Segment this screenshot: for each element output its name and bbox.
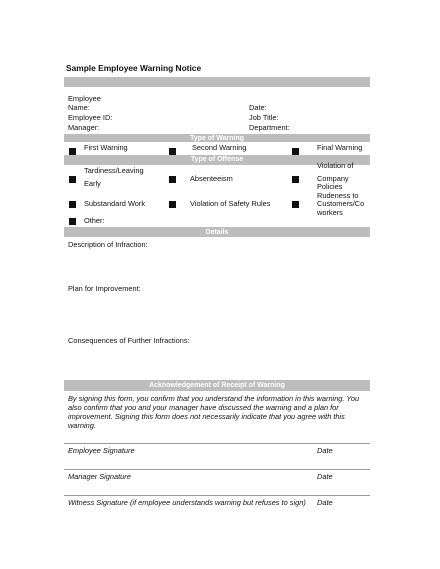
consequences-label: Consequences of Further Infractions: [68, 336, 190, 345]
header-band [64, 77, 370, 87]
department-label: Department: [249, 123, 290, 132]
absenteeism-checkbox[interactable] [169, 176, 176, 183]
witness-signature-line [64, 495, 370, 496]
second-warning-label: Second Warning [192, 143, 247, 152]
tardiness-checkbox[interactable] [69, 176, 76, 183]
job-title-label: Job Title: [249, 113, 279, 122]
employee-id-label: Employee ID: [68, 113, 113, 122]
violation-safety-checkbox[interactable] [169, 201, 176, 208]
manager-signature-label: Manager Signature [68, 472, 131, 481]
final-warning-checkbox[interactable] [292, 148, 299, 155]
tardiness-label-line1: Tardiness/Leaving [84, 166, 144, 175]
type-of-warning-header-label: Type of Warning [189, 135, 245, 142]
violation-policies-checkbox[interactable] [292, 176, 299, 183]
details-header [64, 227, 370, 237]
acknowledgement-header-label: Acknowledgement of Receipt of Warning [149, 382, 285, 389]
witness-signature-date-label: Date [317, 498, 333, 507]
substandard-work-label: Substandard Work [84, 199, 146, 208]
rudeness-line3: workers [317, 208, 343, 217]
employee-signature-date-label: Date [317, 446, 333, 455]
name-label: Name: [68, 103, 90, 112]
description-of-infraction-label: Description of Infraction: [68, 240, 148, 249]
acknowledgement-text-line3: improvement. Signing this form does not necessarily indicate that you agree with this [68, 412, 345, 421]
employee-signature-line [64, 443, 370, 444]
manager-signature-line [64, 469, 370, 470]
other-checkbox[interactable] [69, 218, 76, 225]
violation-policies-line2: Company [317, 174, 349, 183]
details-header-label: Details [205, 229, 229, 236]
type-of-warning-header [64, 134, 370, 142]
other-label: Other: [84, 216, 105, 225]
first-warning-label: First Warning [84, 143, 128, 152]
rudeness-line2: Customers/Co [317, 199, 365, 208]
rudeness-checkbox[interactable] [292, 201, 299, 208]
plan-for-improvement-label: Plan for Improvement: [68, 284, 141, 293]
final-warning-label: Final Warning [317, 143, 363, 152]
manager-signature-date-label: Date [317, 472, 333, 481]
employee-signature-label: Employee Signature [68, 446, 135, 455]
type-of-offense-header-label: Type of Offense [190, 156, 244, 163]
violation-policies-line3: Policies [317, 182, 343, 191]
absenteeism-label: Absenteeism [190, 174, 233, 183]
second-warning-checkbox[interactable] [169, 148, 176, 155]
acknowledgement-text-line4: warning. [68, 421, 96, 430]
violation-policies-line1: Violation of [317, 161, 354, 170]
acknowledgement-header [64, 380, 370, 391]
tardiness-label-line2: Early [84, 179, 101, 188]
acknowledgement-text-line2: also confirm that you and your manager have discussed the warning and a plan for [68, 403, 339, 412]
acknowledgement-text-line1: By signing this form, you confirm that you understand the information in this warning. You [68, 394, 360, 403]
first-warning-checkbox[interactable] [69, 148, 76, 155]
violation-safety-label: Violation of Safety Rules [190, 199, 271, 208]
manager-label: Manager: [68, 123, 100, 132]
substandard-work-checkbox[interactable] [69, 201, 76, 208]
employee-label: Employee [68, 94, 101, 103]
date-label: Date: [249, 103, 267, 112]
document-title: Sample Employee Warning Notice [66, 63, 202, 73]
witness-signature-label: Witness Signature (if employee understands warning but refuses to sign) [68, 498, 306, 507]
rudeness-line1: Rudeness to [317, 191, 359, 200]
